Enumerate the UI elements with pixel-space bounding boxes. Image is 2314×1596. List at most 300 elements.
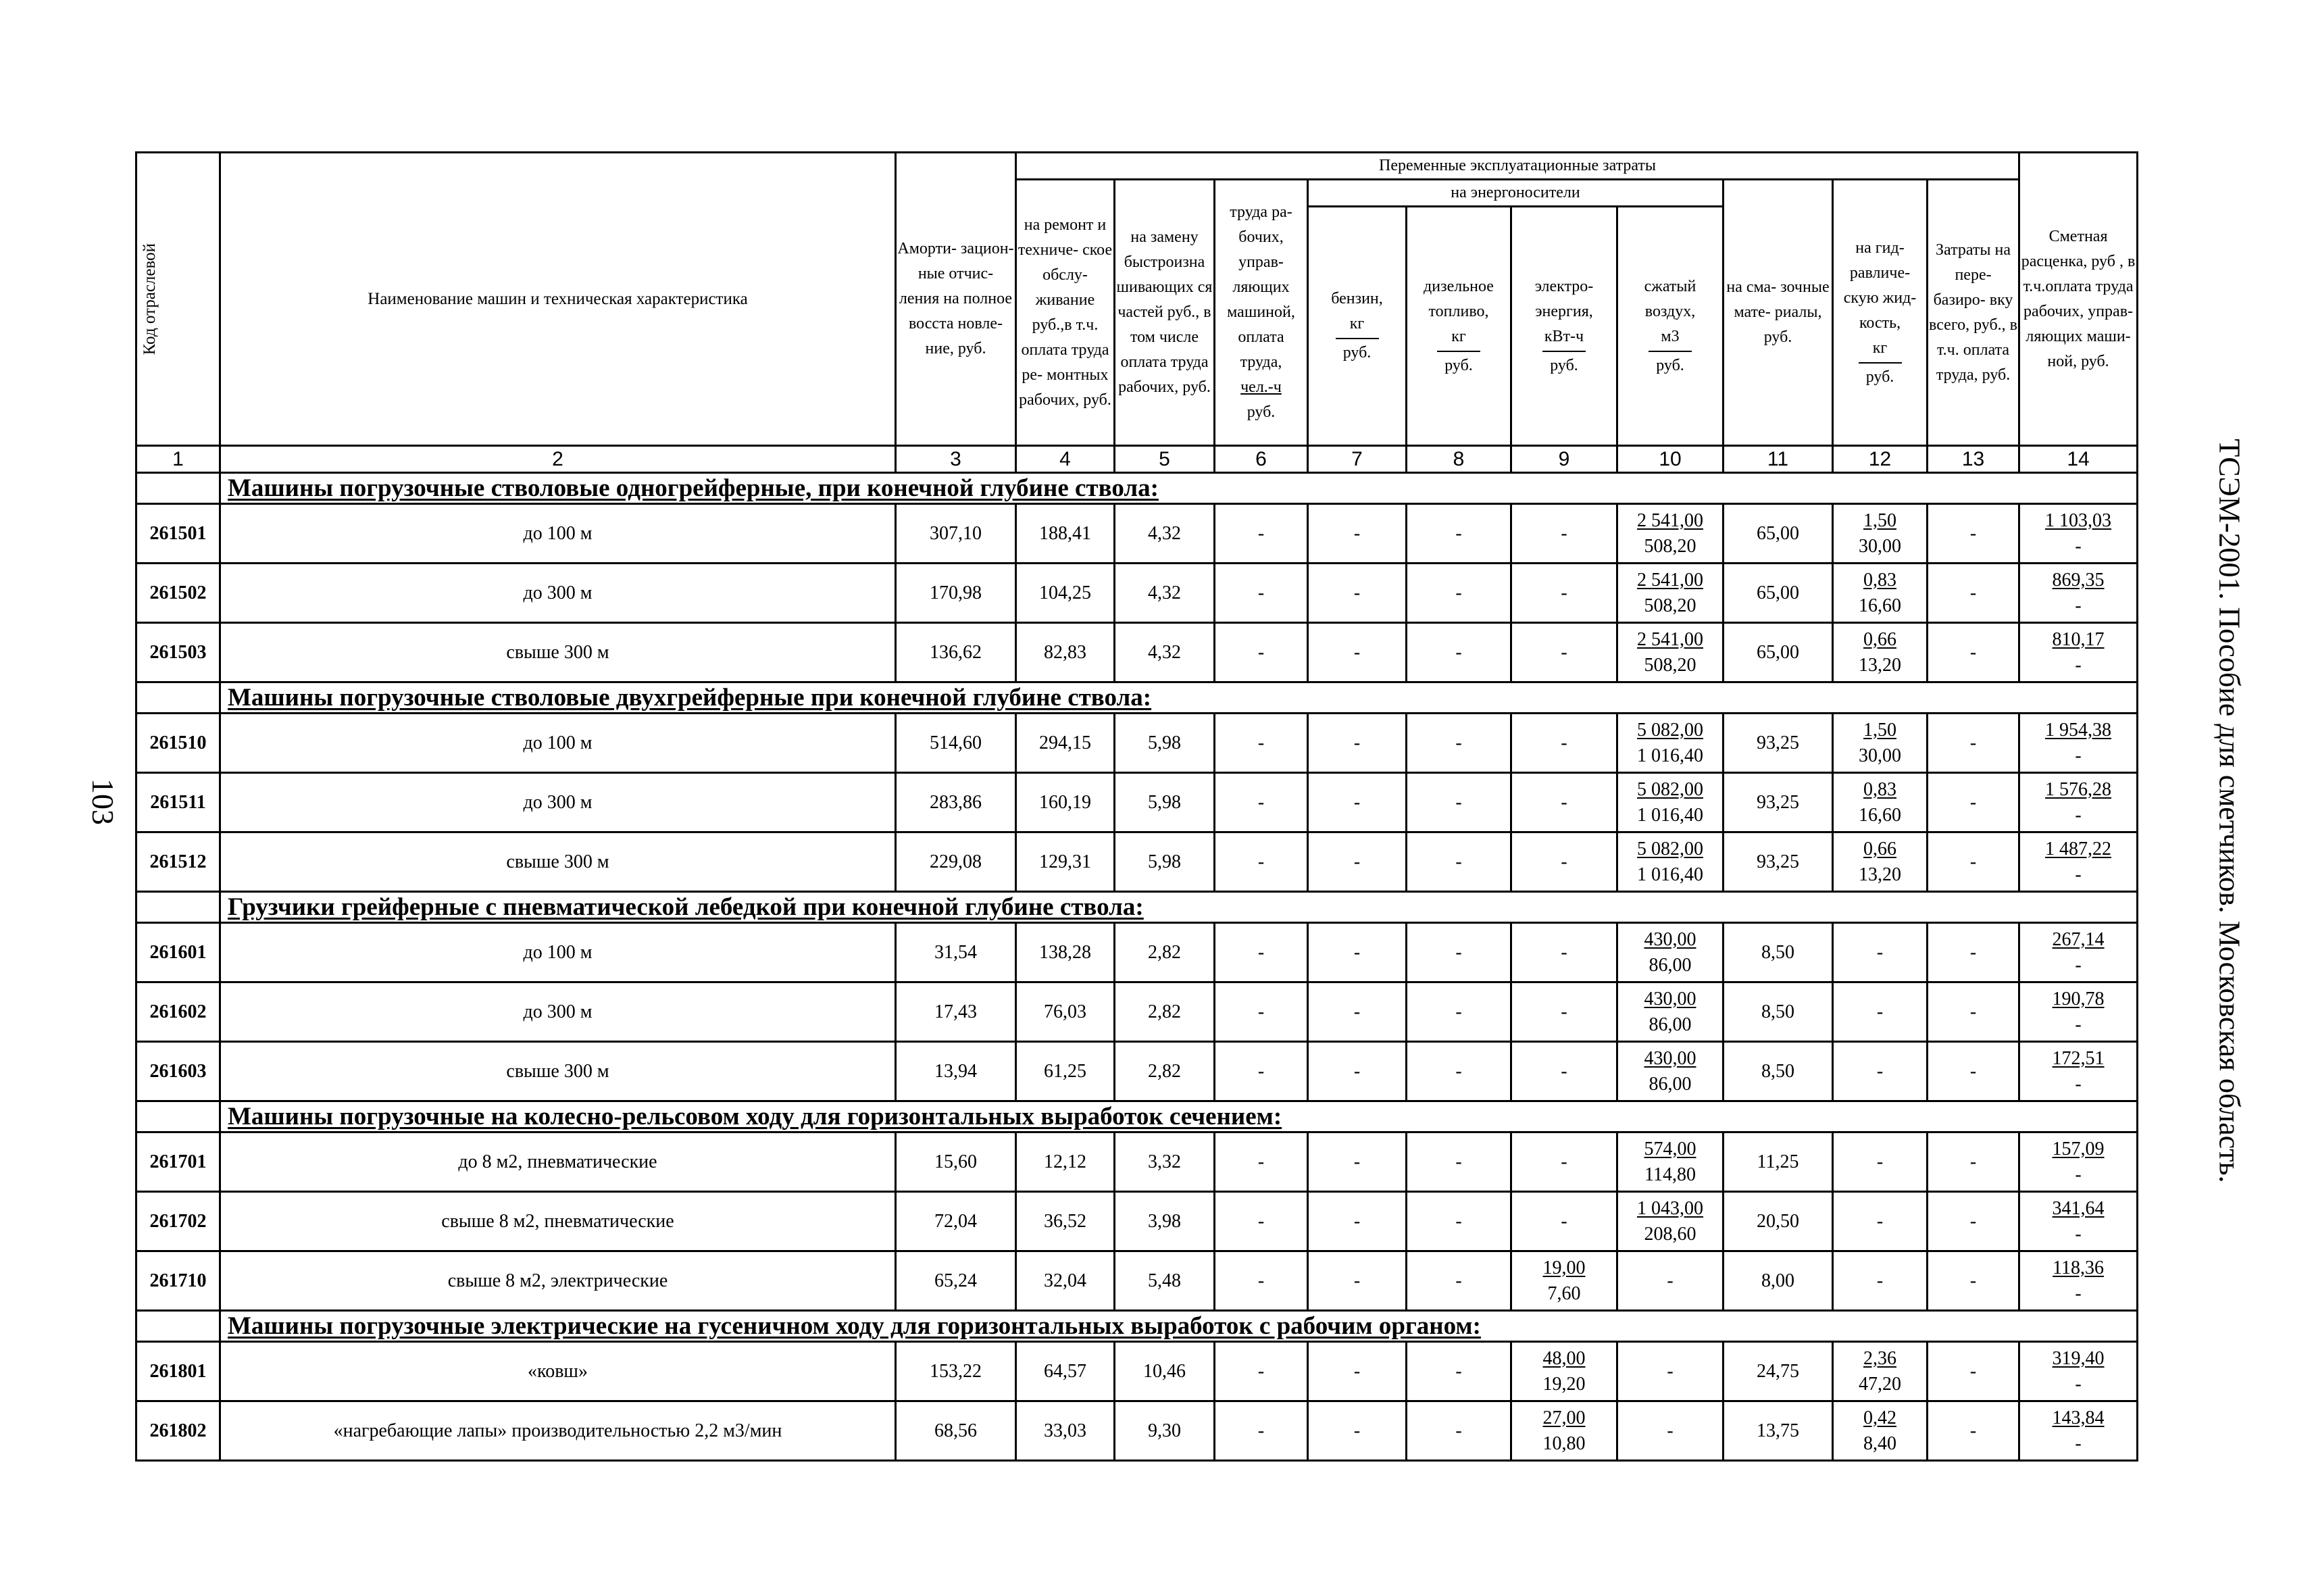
electric-bottom-value: 10,80: [1542, 1432, 1586, 1454]
cell-air: [1617, 504, 1724, 564]
cell-hydraulic: [1833, 773, 1928, 832]
machine-name: свыше 300 м: [220, 623, 896, 682]
cell-lubricant: 20,50: [1724, 1192, 1833, 1251]
hydraulic-top-value: 0,66: [1863, 628, 1896, 650]
cell-diesel: -: [1407, 1132, 1511, 1192]
table-row: [136, 1401, 2138, 1461]
hydraulic-bottom-value: 13,20: [1859, 654, 1901, 676]
hydraulic-top-value: -: [1876, 1270, 1884, 1291]
cell-hydraulic: [1833, 982, 1928, 1042]
header-petrol: бензин, кг руб.: [1308, 207, 1407, 446]
cell-hydraulic: [1833, 504, 1928, 564]
air-top-value: -: [1667, 1270, 1674, 1291]
cell-relocation: -: [1928, 714, 2019, 773]
hydraulic-top-value: -: [1876, 1001, 1884, 1022]
cell-lubricant: 8,50: [1724, 982, 1833, 1042]
machine-name: до 100 м: [220, 714, 896, 773]
rate-top-value: 1 487,22: [2045, 838, 2112, 859]
machine-code: 261701: [136, 1132, 220, 1192]
cell-relocation: -: [1928, 773, 2019, 832]
cell-replace: 4,32: [1115, 623, 1215, 682]
air-bottom-value: 508,20: [1644, 654, 1696, 676]
section-title: Грузчики грейферные с пневматической лебедкой при конечной глубине ствола:: [220, 892, 2138, 923]
rate-bottom-value: -: [2075, 864, 2082, 885]
cell-petrol: -: [1308, 982, 1407, 1042]
cell-amort: 72,04: [896, 1192, 1016, 1251]
cell-relocation: -: [1928, 982, 2019, 1042]
section-code-cell: [136, 1101, 220, 1132]
rate-bottom-value: -: [2075, 595, 2082, 616]
cell-diesel: -: [1407, 1401, 1511, 1461]
rate-top-value: 869,35: [2052, 569, 2105, 591]
column-number: 8: [1407, 446, 1511, 473]
electric-top-value: -: [1561, 522, 1567, 544]
table-body: [136, 473, 2138, 1461]
table-row: [136, 1251, 2138, 1311]
air-top-value: -: [1667, 1360, 1674, 1382]
cell-diesel: -: [1407, 714, 1511, 773]
rate-bottom-value: -: [2075, 535, 2082, 557]
air-top-value: 5 082,00: [1637, 778, 1703, 800]
cell-relocation: -: [1928, 1401, 2019, 1461]
cell-air: [1617, 982, 1724, 1042]
cell-rate: [2019, 982, 2138, 1042]
machine-name: свыше 8 м2, электрические: [220, 1251, 896, 1311]
side-title-text: ТСЭМ-2001. Пособие для сметчиков. Московская область.: [2213, 439, 2246, 1183]
cell-electric: [1511, 773, 1617, 832]
cell-diesel: -: [1407, 564, 1511, 623]
cell-petrol: -: [1308, 504, 1407, 564]
air-bottom-value: 208,60: [1644, 1223, 1696, 1245]
air-top-value: 430,00: [1644, 1047, 1696, 1069]
cell-relocation: -: [1928, 1192, 2019, 1251]
cell-replace: 4,32: [1115, 564, 1215, 623]
machine-code: 261601: [136, 923, 220, 982]
section-row: [136, 682, 2138, 714]
rate-top-value: 1 576,28: [2045, 778, 2112, 800]
header-air: сжатый воздух, м3 руб.: [1617, 207, 1724, 446]
cell-lubricant: 24,75: [1724, 1342, 1833, 1401]
cell-labor: -: [1215, 1192, 1308, 1251]
column-number: 2: [220, 446, 896, 473]
cell-petrol: -: [1308, 773, 1407, 832]
cell-hydraulic: [1833, 1132, 1928, 1192]
cell-labor: -: [1215, 504, 1308, 564]
cell-labor: -: [1215, 923, 1308, 982]
rate-bottom-value: -: [2075, 1164, 2082, 1185]
cell-repair: 32,04: [1016, 1251, 1115, 1311]
cell-relocation: -: [1928, 623, 2019, 682]
air-bottom-value: 508,20: [1644, 595, 1696, 616]
header-rate: Сметная расценка, руб , в т.ч.оплата труда рабочих, управ- ляющих маши- ной, руб.: [2019, 153, 2138, 446]
machine-code: 261510: [136, 714, 220, 773]
cell-rate: [2019, 1042, 2138, 1101]
rate-top-value: 267,14: [2052, 928, 2105, 950]
cell-petrol: -: [1308, 923, 1407, 982]
section-row: [136, 892, 2138, 923]
cell-diesel: -: [1407, 623, 1511, 682]
page-number: 103: [86, 778, 120, 825]
cell-replace: 9,30: [1115, 1401, 1215, 1461]
cell-labor: -: [1215, 1042, 1308, 1101]
cell-labor: -: [1215, 1251, 1308, 1311]
cell-amort: 65,24: [896, 1251, 1016, 1311]
header-energy: на энергоносители: [1308, 180, 1724, 207]
electric-top-value: -: [1561, 732, 1567, 753]
cell-petrol: -: [1308, 1401, 1407, 1461]
cell-repair: 294,15: [1016, 714, 1115, 773]
cell-petrol: -: [1308, 1042, 1407, 1101]
cell-labor: -: [1215, 1132, 1308, 1192]
table-row: [136, 773, 2138, 832]
cell-diesel: -: [1407, 1192, 1511, 1251]
rate-top-value: 190,78: [2052, 988, 2105, 1009]
cell-relocation: -: [1928, 564, 2019, 623]
air-bottom-value: 1 016,40: [1637, 864, 1703, 885]
air-top-value: 5 082,00: [1637, 719, 1703, 741]
cell-lubricant: 8,00: [1724, 1251, 1833, 1311]
column-number: 4: [1016, 446, 1115, 473]
cell-electric: [1511, 982, 1617, 1042]
rate-bottom-value: -: [2075, 1432, 2082, 1454]
electric-top-value: -: [1561, 791, 1567, 813]
hydraulic-top-value: -: [1876, 1060, 1884, 1082]
air-top-value: 5 082,00: [1637, 838, 1703, 859]
rate-bottom-value: -: [2075, 1223, 2082, 1245]
rate-top-value: 118,36: [2053, 1257, 2105, 1278]
table-row: [136, 1042, 2138, 1101]
cell-repair: 188,41: [1016, 504, 1115, 564]
cell-amort: 31,54: [896, 923, 1016, 982]
electric-top-value: -: [1561, 582, 1567, 603]
machine-name: «ковш»: [220, 1342, 896, 1401]
cell-amort: 13,94: [896, 1042, 1016, 1101]
rate-bottom-value: -: [2075, 1282, 2082, 1304]
cell-electric: [1511, 1342, 1617, 1401]
cell-repair: 33,03: [1016, 1401, 1115, 1461]
machine-code: 261603: [136, 1042, 220, 1101]
cell-lubricant: 8,50: [1724, 923, 1833, 982]
cell-lubricant: 65,00: [1724, 504, 1833, 564]
section-row: [136, 1311, 2138, 1342]
cell-petrol: -: [1308, 714, 1407, 773]
electric-top-value: 48,00: [1542, 1347, 1586, 1369]
cell-lubricant: 11,25: [1724, 1132, 1833, 1192]
hydraulic-bottom-value: 47,20: [1859, 1373, 1901, 1395]
electric-top-value: -: [1561, 1001, 1567, 1022]
cell-diesel: -: [1407, 832, 1511, 892]
machine-code: 261502: [136, 564, 220, 623]
air-bottom-value: 1 016,40: [1637, 745, 1703, 766]
cell-hydraulic: [1833, 623, 1928, 682]
machine-code: 261602: [136, 982, 220, 1042]
cell-electric: [1511, 504, 1617, 564]
table-row: [136, 504, 2138, 564]
cell-rate: [2019, 564, 2138, 623]
hydraulic-bottom-value: 8,40: [1863, 1432, 1896, 1454]
air-top-value: 1 043,00: [1637, 1197, 1703, 1219]
rate-top-value: 810,17: [2052, 628, 2105, 650]
cell-amort: 17,43: [896, 982, 1016, 1042]
cell-petrol: -: [1308, 623, 1407, 682]
cell-lubricant: 65,00: [1724, 564, 1833, 623]
cell-hydraulic: [1833, 1042, 1928, 1101]
cell-electric: [1511, 714, 1617, 773]
cell-electric: [1511, 923, 1617, 982]
table-row: [136, 1132, 2138, 1192]
machine-code: 261501: [136, 504, 220, 564]
electric-top-value: -: [1561, 851, 1567, 872]
labor-unit-top: чел.-ч: [1240, 378, 1282, 396]
rate-top-value: 172,51: [2052, 1047, 2105, 1069]
header-lubricant: на сма- зочные мате- риалы, руб.: [1724, 180, 1833, 446]
cell-hydraulic: [1833, 923, 1928, 982]
cell-air: [1617, 623, 1724, 682]
cell-amort: 514,60: [896, 714, 1016, 773]
cell-labor: -: [1215, 1401, 1308, 1461]
machine-name: до 300 м: [220, 773, 896, 832]
cell-rate: [2019, 504, 2138, 564]
cell-air: [1617, 923, 1724, 982]
cell-air: [1617, 564, 1724, 623]
machine-name: до 8 м2, пневматические: [220, 1132, 896, 1192]
cell-diesel: -: [1407, 923, 1511, 982]
machine-name: до 300 м: [220, 982, 896, 1042]
table-row: [136, 923, 2138, 982]
air-bottom-value: 86,00: [1649, 1073, 1692, 1095]
machine-name: «нагребающие лапы» производительностью 2,2 м3/мин: [220, 1401, 896, 1461]
column-number: 14: [2019, 446, 2138, 473]
cell-rate: [2019, 1401, 2138, 1461]
header-relocation: Затраты на пере- базиро- вку всего, руб., в т.ч. оплата труда, руб.: [1928, 180, 2019, 446]
cell-electric: [1511, 1401, 1617, 1461]
header-repair: на ремонт и техниче- ское обслу- живание руб.,в т.ч. оплата труда ре- монтных рабочих, руб.: [1016, 180, 1115, 446]
machine-code: 261802: [136, 1401, 220, 1461]
cell-hydraulic: [1833, 1401, 1928, 1461]
hydraulic-bottom-value: 30,00: [1859, 535, 1901, 557]
cell-replace: 3,32: [1115, 1132, 1215, 1192]
section-title: Машины погрузочные стволовые одногрейферные, при конечной глубине ствола:: [220, 473, 2138, 504]
table-header: [136, 153, 2138, 473]
cell-hydraulic: [1833, 1342, 1928, 1401]
cell-electric: [1511, 623, 1617, 682]
cell-labor: -: [1215, 714, 1308, 773]
air-top-value: -: [1667, 1420, 1674, 1441]
rate-top-value: 157,09: [2052, 1138, 2105, 1159]
column-number: 12: [1833, 446, 1928, 473]
cell-repair: 76,03: [1016, 982, 1115, 1042]
cell-electric: [1511, 1251, 1617, 1311]
cell-electric: [1511, 564, 1617, 623]
cell-rate: [2019, 923, 2138, 982]
air-bottom-value: 114,80: [1644, 1164, 1696, 1185]
rate-bottom-value: -: [2075, 1073, 2082, 1095]
cell-diesel: -: [1407, 1251, 1511, 1311]
cell-air: [1617, 1342, 1724, 1401]
cell-hydraulic: [1833, 832, 1928, 892]
electric-top-value: 19,00: [1542, 1257, 1586, 1278]
cell-amort: 229,08: [896, 832, 1016, 892]
air-bottom-value: 86,00: [1649, 954, 1692, 976]
air-top-value: 430,00: [1644, 988, 1696, 1009]
cell-air: [1617, 1042, 1724, 1101]
cell-relocation: -: [1928, 1251, 2019, 1311]
hydraulic-top-value: -: [1876, 941, 1884, 963]
cell-repair: 138,28: [1016, 923, 1115, 982]
cell-rate: [2019, 1251, 2138, 1311]
hydraulic-top-value: -: [1876, 1151, 1884, 1172]
column-number: 9: [1511, 446, 1617, 473]
cell-air: [1617, 1192, 1724, 1251]
cell-rate: [2019, 1132, 2138, 1192]
air-bottom-value: 86,00: [1649, 1014, 1692, 1035]
cell-air: [1617, 832, 1724, 892]
cell-repair: 129,31: [1016, 832, 1115, 892]
hydraulic-bottom-value: 16,60: [1859, 804, 1901, 826]
cell-amort: 283,86: [896, 773, 1016, 832]
hydraulic-top-value: 0,66: [1863, 838, 1896, 859]
machine-cost-table: [135, 151, 2138, 1462]
cell-air: [1617, 1401, 1724, 1461]
cell-rate: [2019, 1192, 2138, 1251]
machine-name: свыше 300 м: [220, 832, 896, 892]
table-row: [136, 982, 2138, 1042]
rate-bottom-value: -: [2075, 1014, 2082, 1035]
air-top-value: 2 541,00: [1637, 569, 1703, 591]
cell-amort: 136,62: [896, 623, 1016, 682]
cell-repair: 36,52: [1016, 1192, 1115, 1251]
cell-amort: 153,22: [896, 1342, 1016, 1401]
side-title: [2209, 439, 2250, 1183]
machine-name: до 100 м: [220, 923, 896, 982]
table-row: [136, 564, 2138, 623]
electric-top-value: -: [1561, 641, 1567, 663]
cell-repair: 61,25: [1016, 1042, 1115, 1101]
column-number: 13: [1928, 446, 2019, 473]
cell-amort: 15,60: [896, 1132, 1016, 1192]
hydraulic-top-value: 1,50: [1863, 509, 1896, 531]
cell-diesel: -: [1407, 1342, 1511, 1401]
cell-hydraulic: [1833, 714, 1928, 773]
labor-unit-bottom: руб.: [1247, 403, 1276, 421]
cell-rate: [2019, 714, 2138, 773]
machine-code: 261512: [136, 832, 220, 892]
cell-diesel: -: [1407, 504, 1511, 564]
section-code-cell: [136, 682, 220, 714]
air-top-value: 2 541,00: [1637, 628, 1703, 650]
column-number: 6: [1215, 446, 1308, 473]
cell-relocation: -: [1928, 1042, 2019, 1101]
cell-repair: 64,57: [1016, 1342, 1115, 1401]
cell-amort: 307,10: [896, 504, 1016, 564]
hydraulic-top-value: 0,42: [1863, 1407, 1896, 1428]
cell-replace: 10,46: [1115, 1342, 1215, 1401]
electric-top-value: -: [1561, 1151, 1567, 1172]
cell-replace: 2,82: [1115, 982, 1215, 1042]
cell-labor: -: [1215, 1342, 1308, 1401]
cell-replace: 2,82: [1115, 923, 1215, 982]
cell-labor: -: [1215, 832, 1308, 892]
table-row: [136, 1192, 2138, 1251]
cell-petrol: -: [1308, 832, 1407, 892]
column-number: 7: [1308, 446, 1407, 473]
cell-replace: 5,48: [1115, 1251, 1215, 1311]
rate-bottom-value: -: [2075, 745, 2082, 766]
rate-bottom-value: -: [2075, 804, 2082, 826]
cell-petrol: -: [1308, 1132, 1407, 1192]
cell-diesel: -: [1407, 982, 1511, 1042]
header-electric: электро- энергия, кВт-ч руб.: [1511, 207, 1617, 446]
machine-code: 261801: [136, 1342, 220, 1401]
air-top-value: 430,00: [1644, 928, 1696, 950]
section-title: Машины погрузочные электрические на гусеничном ходу для горизонтальных выработок с рабочим органом:: [220, 1311, 2138, 1342]
rate-top-value: 1 103,03: [2045, 509, 2112, 531]
cell-repair: 12,12: [1016, 1132, 1115, 1192]
cell-hydraulic: [1833, 1192, 1928, 1251]
column-number: 3: [896, 446, 1016, 473]
cell-diesel: -: [1407, 773, 1511, 832]
header-replace: на замену быстроизна шивающих ся частей руб., в том числе оплата труда рабочих, руб.: [1115, 180, 1215, 446]
cell-labor: -: [1215, 623, 1308, 682]
cell-relocation: -: [1928, 832, 2019, 892]
cell-hydraulic: [1833, 1251, 1928, 1311]
machine-name: до 100 м: [220, 504, 896, 564]
cell-repair: 104,25: [1016, 564, 1115, 623]
header-labor: труда ра- бочих, управ- ляющих машиной, оплата труда, чел.-ч руб.: [1215, 180, 1308, 446]
section-row: [136, 1101, 2138, 1132]
cell-labor: -: [1215, 773, 1308, 832]
machine-code: 261710: [136, 1251, 220, 1311]
cell-lubricant: 8,50: [1724, 1042, 1833, 1101]
rate-top-value: 1 954,38: [2045, 719, 2112, 741]
cell-amort: 68,56: [896, 1401, 1016, 1461]
machine-code: 261702: [136, 1192, 220, 1251]
hydraulic-top-value: 1,50: [1863, 719, 1896, 741]
section-code-cell: [136, 1311, 220, 1342]
hydraulic-bottom-value: 13,20: [1859, 864, 1901, 885]
hydraulic-top-value: 2,36: [1863, 1347, 1896, 1369]
rate-bottom-value: -: [2075, 654, 2082, 676]
electric-bottom-value: 19,20: [1542, 1373, 1586, 1395]
cell-lubricant: 13,75: [1724, 1401, 1833, 1461]
column-number: 10: [1617, 446, 1724, 473]
electric-bottom-value: 7,60: [1547, 1282, 1581, 1304]
cell-repair: 82,83: [1016, 623, 1115, 682]
cell-petrol: -: [1308, 564, 1407, 623]
rate-top-value: 341,64: [2052, 1197, 2105, 1219]
cell-relocation: -: [1928, 504, 2019, 564]
cell-lubricant: 93,25: [1724, 832, 1833, 892]
rate-bottom-value: -: [2075, 954, 2082, 976]
machine-name: свыше 300 м: [220, 1042, 896, 1101]
header-name: Наименование машин и техническая характеристика: [220, 153, 896, 446]
header-diesel: дизельное топливо, кг руб.: [1407, 207, 1511, 446]
cell-rate: [2019, 773, 2138, 832]
section-code-cell: [136, 892, 220, 923]
cell-electric: [1511, 1132, 1617, 1192]
cell-lubricant: 93,25: [1724, 773, 1833, 832]
table-row: [136, 714, 2138, 773]
column-number: 1: [136, 446, 220, 473]
cell-electric: [1511, 1192, 1617, 1251]
cell-petrol: -: [1308, 1342, 1407, 1401]
cell-air: [1617, 1132, 1724, 1192]
cell-replace: 5,98: [1115, 714, 1215, 773]
cell-relocation: -: [1928, 1132, 2019, 1192]
header-amort: Аморти- зацион- ные отчис- ления на полное восста новле- ние, руб.: [896, 153, 1016, 446]
cell-hydraulic: [1833, 564, 1928, 623]
cell-relocation: -: [1928, 923, 2019, 982]
